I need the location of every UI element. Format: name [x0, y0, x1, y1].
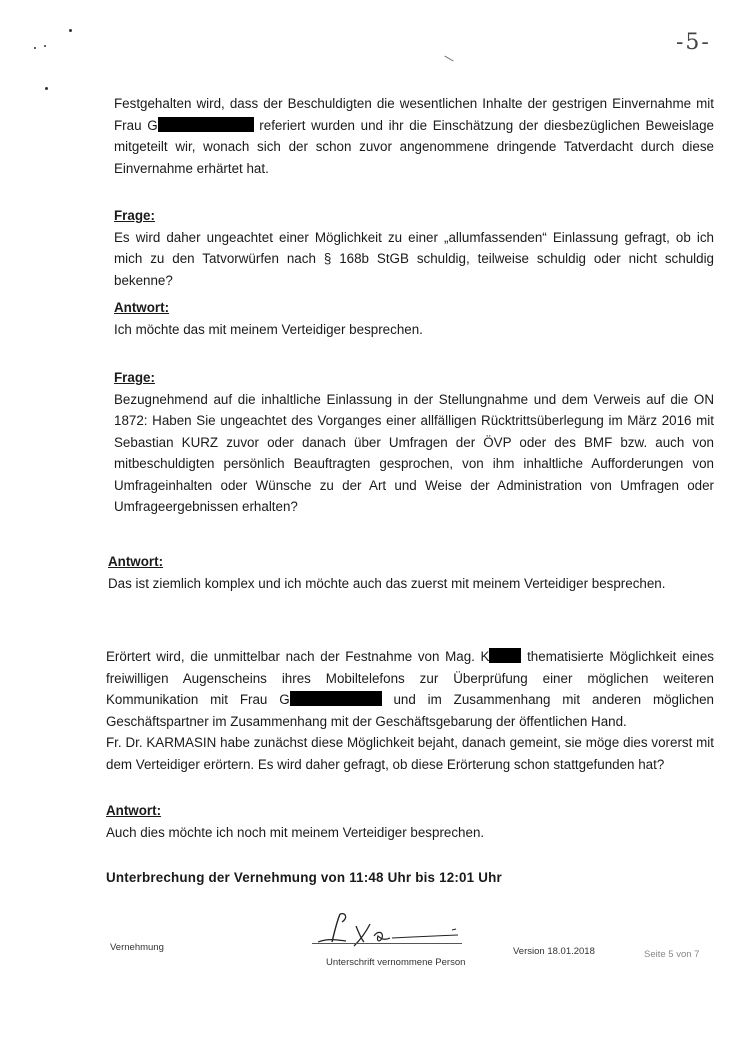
signature-caption: Unterschrift vernommene Person [326, 957, 466, 968]
answer-2 [108, 551, 714, 594]
question-2 [114, 367, 714, 518]
answer-3 [106, 800, 714, 843]
question-1 [114, 205, 714, 291]
paragraph-discussion-b: thematisierte Möglichkeit eines freiwilligen Augenscheins ihres Mobiltelefons zur Überprüfung einer möglichen weiteren Kommunikation mit Frau G [106, 649, 714, 707]
paragraph-discussion-a: Erörtert wird, die unmittelbar nach der Festnahme von Mag. K [106, 649, 490, 664]
scan-mark [444, 56, 453, 62]
redaction-bar [158, 117, 254, 132]
paragraph-discussion-d: Fr. Dr. KARMASIN habe zunächst diese Möglichkeit bejaht, danach gemeint, sie möge dies vorerst mit dem Verteidiger erörtern. Es wird daher gefragt, ob diese Erörterung schon stattgefunden hat? [106, 735, 714, 772]
question-text: Es wird daher ungeachtet einer Möglichkeit zu einer „allumfassenden“ Einlassung gefragt, ob ich mich zu den Tatvorwürfen nach § 168b StGB schuldig, teilweise schuldig oder nicht schuldig bekenne? [114, 229, 714, 288]
answer-label: Antwort: [106, 803, 162, 818]
paragraph-intro [114, 93, 714, 179]
interruption-note: Unterbrechung der Vernehmung von 11:48 Uhr bis 12:01 Uhr [106, 870, 502, 885]
question-label: Frage: [114, 370, 155, 385]
answer-text: Das ist ziemlich komplex und ich möchte auch das zuerst mit meinem Verteidiger besprechen. [108, 575, 666, 591]
signature-line [312, 943, 462, 944]
footer-form-name: Vernehmung [110, 942, 164, 953]
scan-speck [69, 29, 72, 32]
redaction-bar [290, 691, 382, 706]
footer-version: Version 18.01.2018 [513, 946, 595, 957]
answer-1 [114, 297, 714, 340]
redaction-bar [489, 648, 521, 663]
scan-speck [34, 47, 36, 49]
scan-speck [44, 45, 46, 47]
answer-label: Antwort: [108, 554, 164, 569]
answer-text: Auch dies möchte ich noch mit meinem Verteidiger besprechen. [106, 824, 485, 840]
paragraph-intro-a: Festgehalten wird, dass der Beschuldigten die wesentlichen Inhalte der gestrigen Einvernahme mit Frau G [114, 96, 714, 133]
paragraph-discussion-c: und im Zusammenhang mit anderen möglichen Geschäftspartner im Zusammenhang mit der Geschäftsgebarung der öffentlichen Hand. [106, 692, 714, 729]
question-label: Frage: [114, 208, 155, 223]
paragraph-intro-b: referiert wurden und ihr die Einschätzung der diesbezüglichen Beweislage mitgeteilt wir, wonach sich der schon zuvor angenommene dringende Tatverdacht durch diese Einvernahme erhärtet hat. [114, 117, 715, 176]
paragraph-discussion [106, 646, 714, 775]
scan-speck [45, 87, 48, 90]
page-mark: -5- [676, 30, 711, 55]
footer-page-number: Seite 5 von 7 [644, 949, 700, 960]
answer-text: Ich möchte das mit meinem Verteidiger besprechen. [114, 321, 423, 337]
answer-label: Antwort: [114, 300, 170, 315]
question-text: Bezugnehmend auf die inhaltliche Einlassung in der Stellungnahme und dem Verweis auf die ON 1872: Haben Sie ungeachtet des Vorganges einer allfälligen Rücktrittsüberlegung im März 2016 mit Sebastian KURZ zuvor oder danach über Umfragen der ÖVP oder des BMF bzw. auch von mitbeschuldigten persönlich Beauftragten gesprochen, von ihm inhaltliche Aufforderungen von Umfrageinhalten oder Wünsche zu der Art und Weise der Administration von Umfragen oder Umfrageergebnissen erhalten? [114, 391, 714, 514]
